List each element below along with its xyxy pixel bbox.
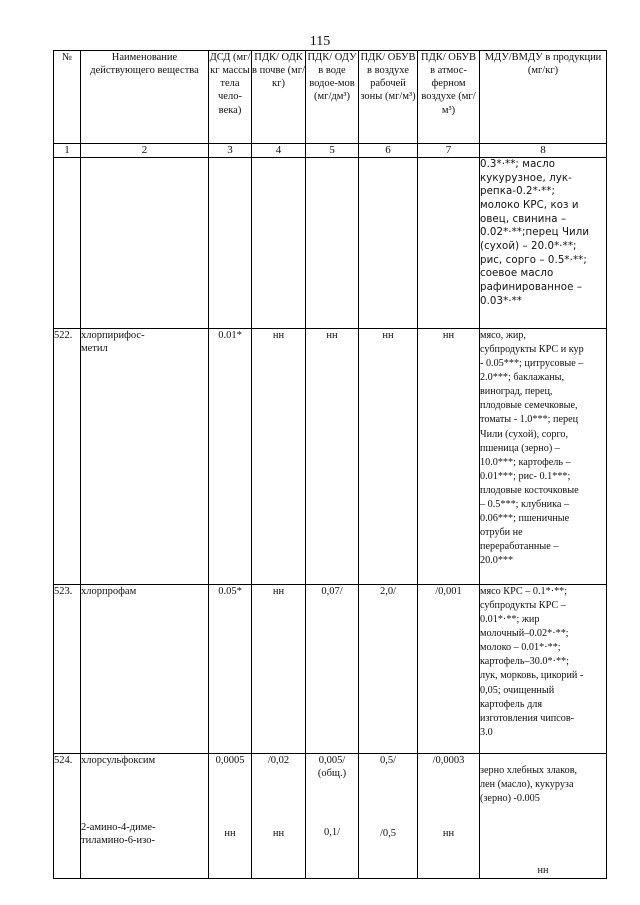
dsd-value <box>209 754 252 879</box>
header-soil: ПДК/ ОДК в почве (мг/кг) <box>252 51 306 144</box>
header-row <box>54 51 607 144</box>
mdu-line: субпродукты КРС и кур <box>480 344 584 356</box>
table-row <box>54 329 607 585</box>
mdu-line: мясо, жир, <box>480 330 526 341</box>
mdu-cell <box>480 585 607 754</box>
mdu-line: молоко – 0.01*·**; <box>480 642 561 654</box>
soil-value <box>252 754 306 879</box>
mdu-line: рафинированное – <box>480 282 583 294</box>
column-number: 2 <box>81 144 209 158</box>
water-value: нн <box>306 329 359 585</box>
mdu-line: 3.0 <box>480 726 493 738</box>
row-number: 523. <box>54 585 81 754</box>
work-air-value: нн <box>359 329 418 585</box>
mdu-line: лен (масло), кукуруза <box>480 779 574 791</box>
header-atm-air: ПДК/ ОБУВ в атмос-ферном воздухе (мг/м³) <box>418 51 480 144</box>
mdu-line: картофель–30.0*·**; <box>480 656 569 668</box>
mdu-line: 0.01***; рис- 0.1***; <box>480 470 571 482</box>
mdu-line: молочный–0.02*·**; <box>480 628 569 640</box>
mdu-line: - 0.05***; цитрусовые – <box>480 358 584 370</box>
atm-air-value-metabolite: нн <box>442 828 455 840</box>
mdu-line: кукурузное, лук- <box>480 172 572 184</box>
page-number: 115 <box>309 34 331 49</box>
mdu-line: отруби не <box>480 527 523 539</box>
mdu-line: пшеница (зерно) – <box>480 442 560 454</box>
work-air-value-metabolite: /0,5 <box>379 828 397 840</box>
mdu-line: 0.06***; пшеничные <box>480 513 570 525</box>
water-value: 0,07/ <box>306 585 359 754</box>
substances-table <box>53 50 607 879</box>
water-value-metabolite: 0,1/ <box>323 827 341 839</box>
mdu-line: репка-0.2*·**; <box>480 186 556 198</box>
soil-value: нн <box>252 329 306 585</box>
header-water: ПДК/ ОДУ в воде водое-мов (мг/дм³) <box>306 51 359 144</box>
mdu-line: (сухой) – 20.0*·**; <box>480 241 577 253</box>
mdu-line: молоко КРС, коз и <box>480 200 579 212</box>
atm-air-value-main: /0,0003 <box>432 755 465 766</box>
substance-name-line: хлорсульфоксим <box>81 755 156 766</box>
mdu-line: переработанные – <box>480 541 559 553</box>
work-air-value: 2,0/ <box>359 585 418 754</box>
mdu-line: 10.0***; картофель – <box>480 456 571 468</box>
mdu-line: 20.0*** <box>480 555 514 567</box>
mdu-line: зерно хлебных злаков, <box>480 765 578 776</box>
mdu-line: лук, морковь, цикорий - <box>480 670 584 682</box>
soil-value: нн <box>252 585 306 754</box>
mdu-line: плодовые косточковые <box>480 484 579 496</box>
column-number: 7 <box>418 144 480 158</box>
mdu-line: мясо КРС – 0.1*·**; <box>480 586 568 597</box>
table-row <box>54 754 607 879</box>
mdu-cell <box>480 754 607 879</box>
mdu-line: томаты - 1.0***; перец <box>480 414 579 426</box>
header-work-air: ПДК/ ОБУВ в воздухе рабочей зоны (мг/м³) <box>359 51 418 144</box>
row-number: 524. <box>54 754 81 879</box>
mdu-line: картофель для <box>480 698 543 710</box>
mdu-line: 0,05; очищенный <box>480 684 555 696</box>
soil-value-main: /0,02 <box>267 755 290 766</box>
dsd-value-metabolite: нн <box>224 828 236 840</box>
mdu-cell <box>480 158 607 329</box>
dsd-value-main: 0,0005 <box>215 755 245 766</box>
mdu-line: плодовые семечковые, <box>480 400 578 412</box>
row-number: 522. <box>54 329 81 585</box>
mdu-line: 2.0***; баклажаны, <box>480 372 565 384</box>
atm-air-value <box>418 754 480 879</box>
mdu-line: – 0.5***; клубника – <box>480 498 570 510</box>
substance-name-line: хлорпрофам <box>81 586 137 597</box>
substance-name <box>81 585 209 754</box>
mdu-line: Чили (сухой), сорго, <box>480 428 569 440</box>
mdu-line: 0.02*·**;перец Чили <box>480 227 590 239</box>
column-number: 3 <box>209 144 252 158</box>
table-row <box>54 585 607 754</box>
column-number: 1 <box>54 144 81 158</box>
mdu-line: 0.01*·**; жир <box>480 614 540 626</box>
water-value <box>306 754 359 879</box>
mdu-line: субпродукты КРС – <box>480 600 566 612</box>
mdu-line: (зерно) -0.005 <box>480 793 540 805</box>
column-number: 6 <box>359 144 418 158</box>
header-num: № <box>54 51 81 144</box>
mdu-line: рис, сорго – 0.5*·**; <box>480 254 587 266</box>
mdu-line: соевое масло <box>480 268 554 280</box>
table-row-continued <box>54 158 607 329</box>
column-number: 5 <box>306 144 359 158</box>
mdu-metabolite: нн <box>537 865 549 877</box>
substance-name-line: хлорпирифос- <box>81 330 145 341</box>
metabolite-name-line: тиламино-6-изо- <box>81 835 155 847</box>
soil-value-metabolite: нн <box>272 828 285 840</box>
column-number: 4 <box>252 144 306 158</box>
water-value-main: 0,005/ (общ.) <box>317 755 347 780</box>
substance-name <box>81 754 209 879</box>
mdu-line: изготовления чипсов- <box>480 712 575 724</box>
dsd-value: 0.05* <box>209 585 252 754</box>
mdu-line: овец, свинина – <box>480 213 567 225</box>
mdu-line: виноград, перец, <box>480 386 553 398</box>
header-mdu: МДУ/ВМДУ в продукции (мг/кг) <box>480 51 607 144</box>
atm-air-value: нн <box>418 329 480 585</box>
metabolite-name-line: 2-амино-4-диме- <box>81 822 156 834</box>
substance-name <box>81 329 209 585</box>
dsd-value: 0.01* <box>209 329 252 585</box>
header-dsd: ДСД (мг/кг массы тела чело-века) <box>209 51 252 144</box>
atm-air-value: /0,001 <box>418 585 480 754</box>
work-air-value <box>359 754 418 879</box>
substance-name-line: метил <box>81 343 108 355</box>
column-number-row <box>54 144 607 158</box>
mdu-line: 0.3*·**; масло <box>480 159 556 170</box>
header-name: Наименование действующего вещества <box>81 51 209 144</box>
mdu-line: 0.03*·** <box>480 295 523 307</box>
work-air-value-main: 0,5/ <box>379 755 397 766</box>
mdu-cell <box>480 329 607 585</box>
column-number: 8 <box>480 144 607 158</box>
